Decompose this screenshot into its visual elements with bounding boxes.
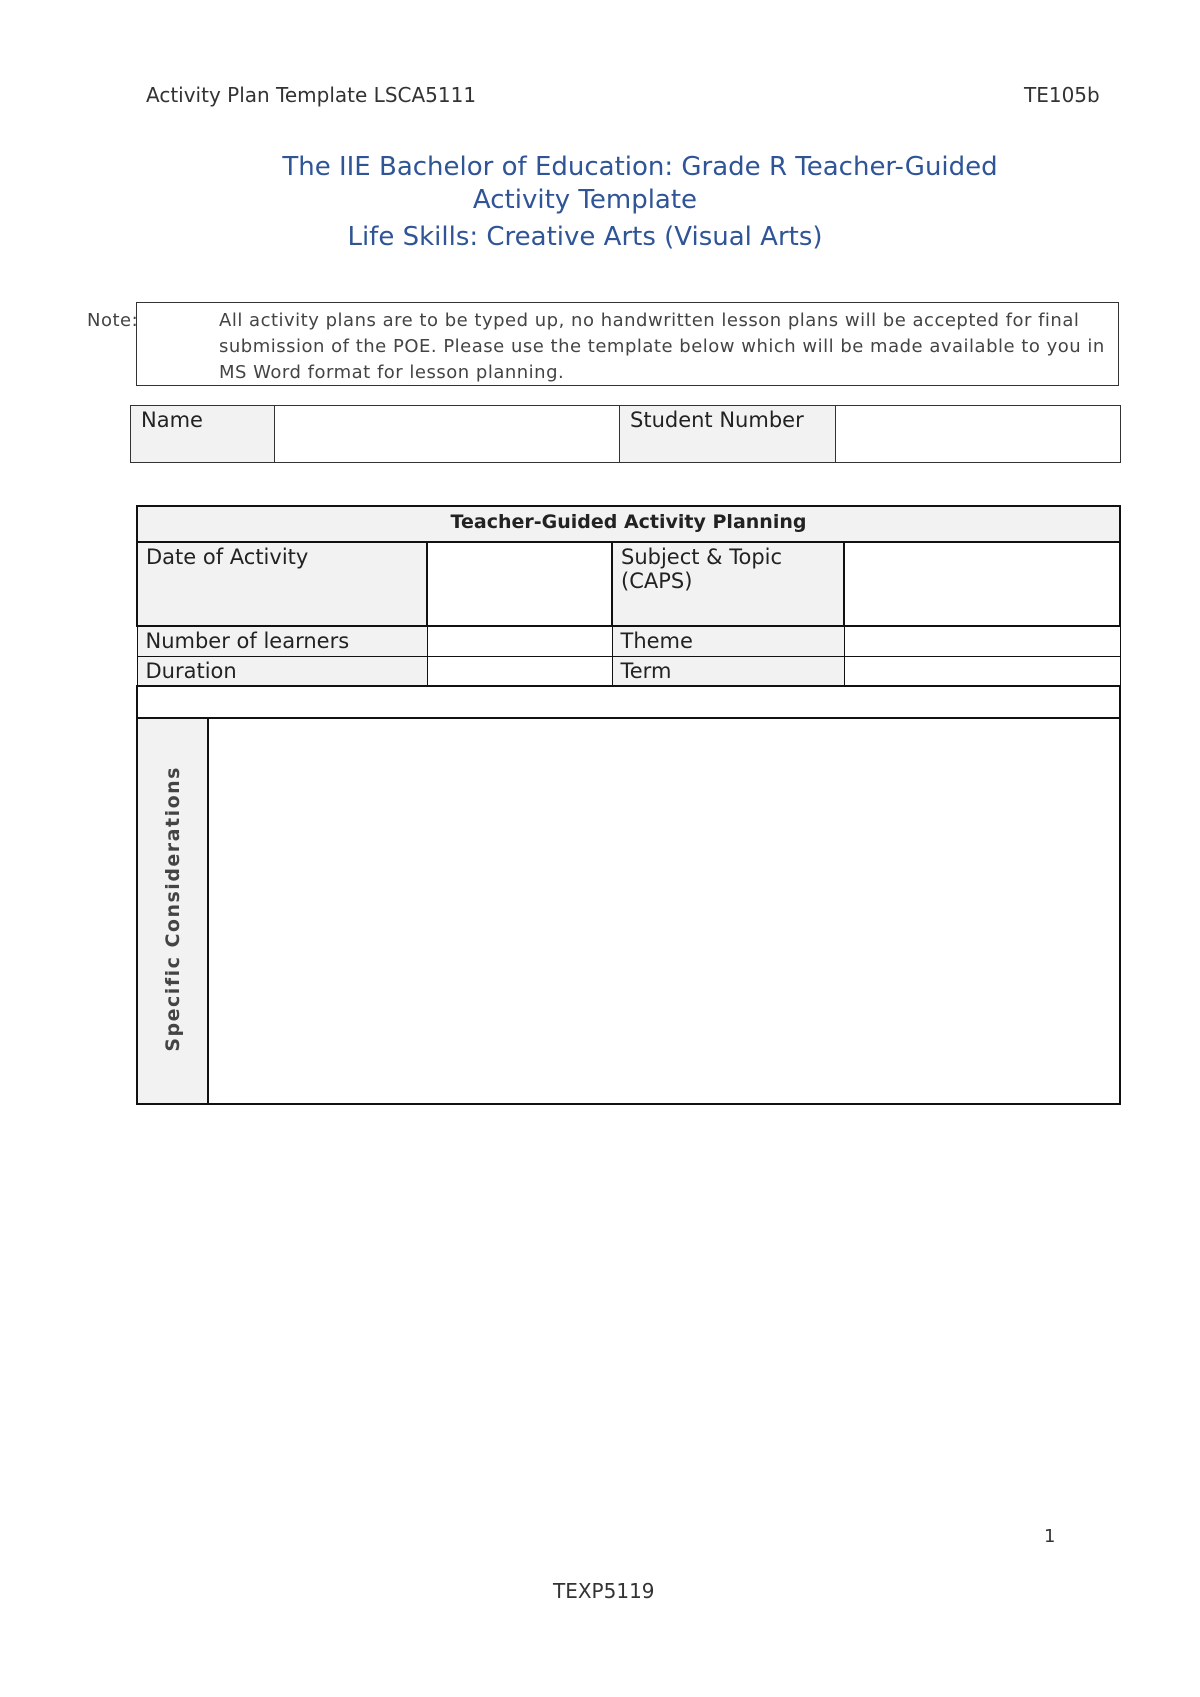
theme-label: Theme bbox=[612, 626, 844, 656]
student-number-field[interactable] bbox=[836, 406, 1121, 463]
name-label: Name bbox=[131, 406, 275, 463]
doc-title-line1: The IIE Bachelor of Education: Grade R Teacher-Guided bbox=[282, 152, 998, 182]
learners-label: Number of learners bbox=[137, 626, 427, 656]
spacer-row bbox=[137, 686, 1120, 718]
note-box bbox=[87, 302, 1119, 386]
student-number-label: Student Number bbox=[620, 406, 836, 463]
planning-caption: Teacher-Guided Activity Planning bbox=[137, 506, 1120, 542]
considerations-label-cell bbox=[137, 718, 208, 1104]
subject-topic-field[interactable] bbox=[844, 542, 1120, 626]
student-info-table bbox=[130, 405, 1121, 463]
date-field[interactable] bbox=[427, 542, 612, 626]
doc-title-line2: Activity Template bbox=[472, 185, 698, 215]
learners-field[interactable] bbox=[427, 626, 612, 656]
note-text: All activity plans are to be typed up, no handwritten lesson plans will be accepted for final submission of the POE. Please use the template below which will be made available to you in MS Word format for lesson planning. bbox=[219, 310, 1105, 383]
footer-code: TEXP5119 bbox=[553, 1579, 655, 1603]
header-left: Activity Plan Template LSCA5111 bbox=[146, 83, 477, 107]
duration-field[interactable] bbox=[427, 656, 612, 686]
name-field[interactable] bbox=[275, 406, 620, 463]
duration-label: Duration bbox=[137, 656, 427, 686]
theme-field[interactable] bbox=[844, 626, 1120, 656]
note-label: Note: bbox=[87, 310, 139, 331]
subject-topic-label: Subject & Topic (CAPS) bbox=[612, 542, 844, 626]
considerations-field[interactable] bbox=[208, 718, 1120, 1104]
doc-subtitle: Life Skills: Creative Arts (Visual Arts) bbox=[347, 222, 823, 252]
page-number: 1 bbox=[1044, 1526, 1056, 1547]
activity-planning-table bbox=[136, 505, 1121, 1105]
header-right: TE105b bbox=[1024, 83, 1100, 107]
term-label: Term bbox=[612, 656, 844, 686]
considerations-label: Specific Considerations bbox=[161, 765, 184, 1052]
term-field[interactable] bbox=[844, 656, 1120, 686]
date-label: Date of Activity bbox=[137, 542, 427, 626]
